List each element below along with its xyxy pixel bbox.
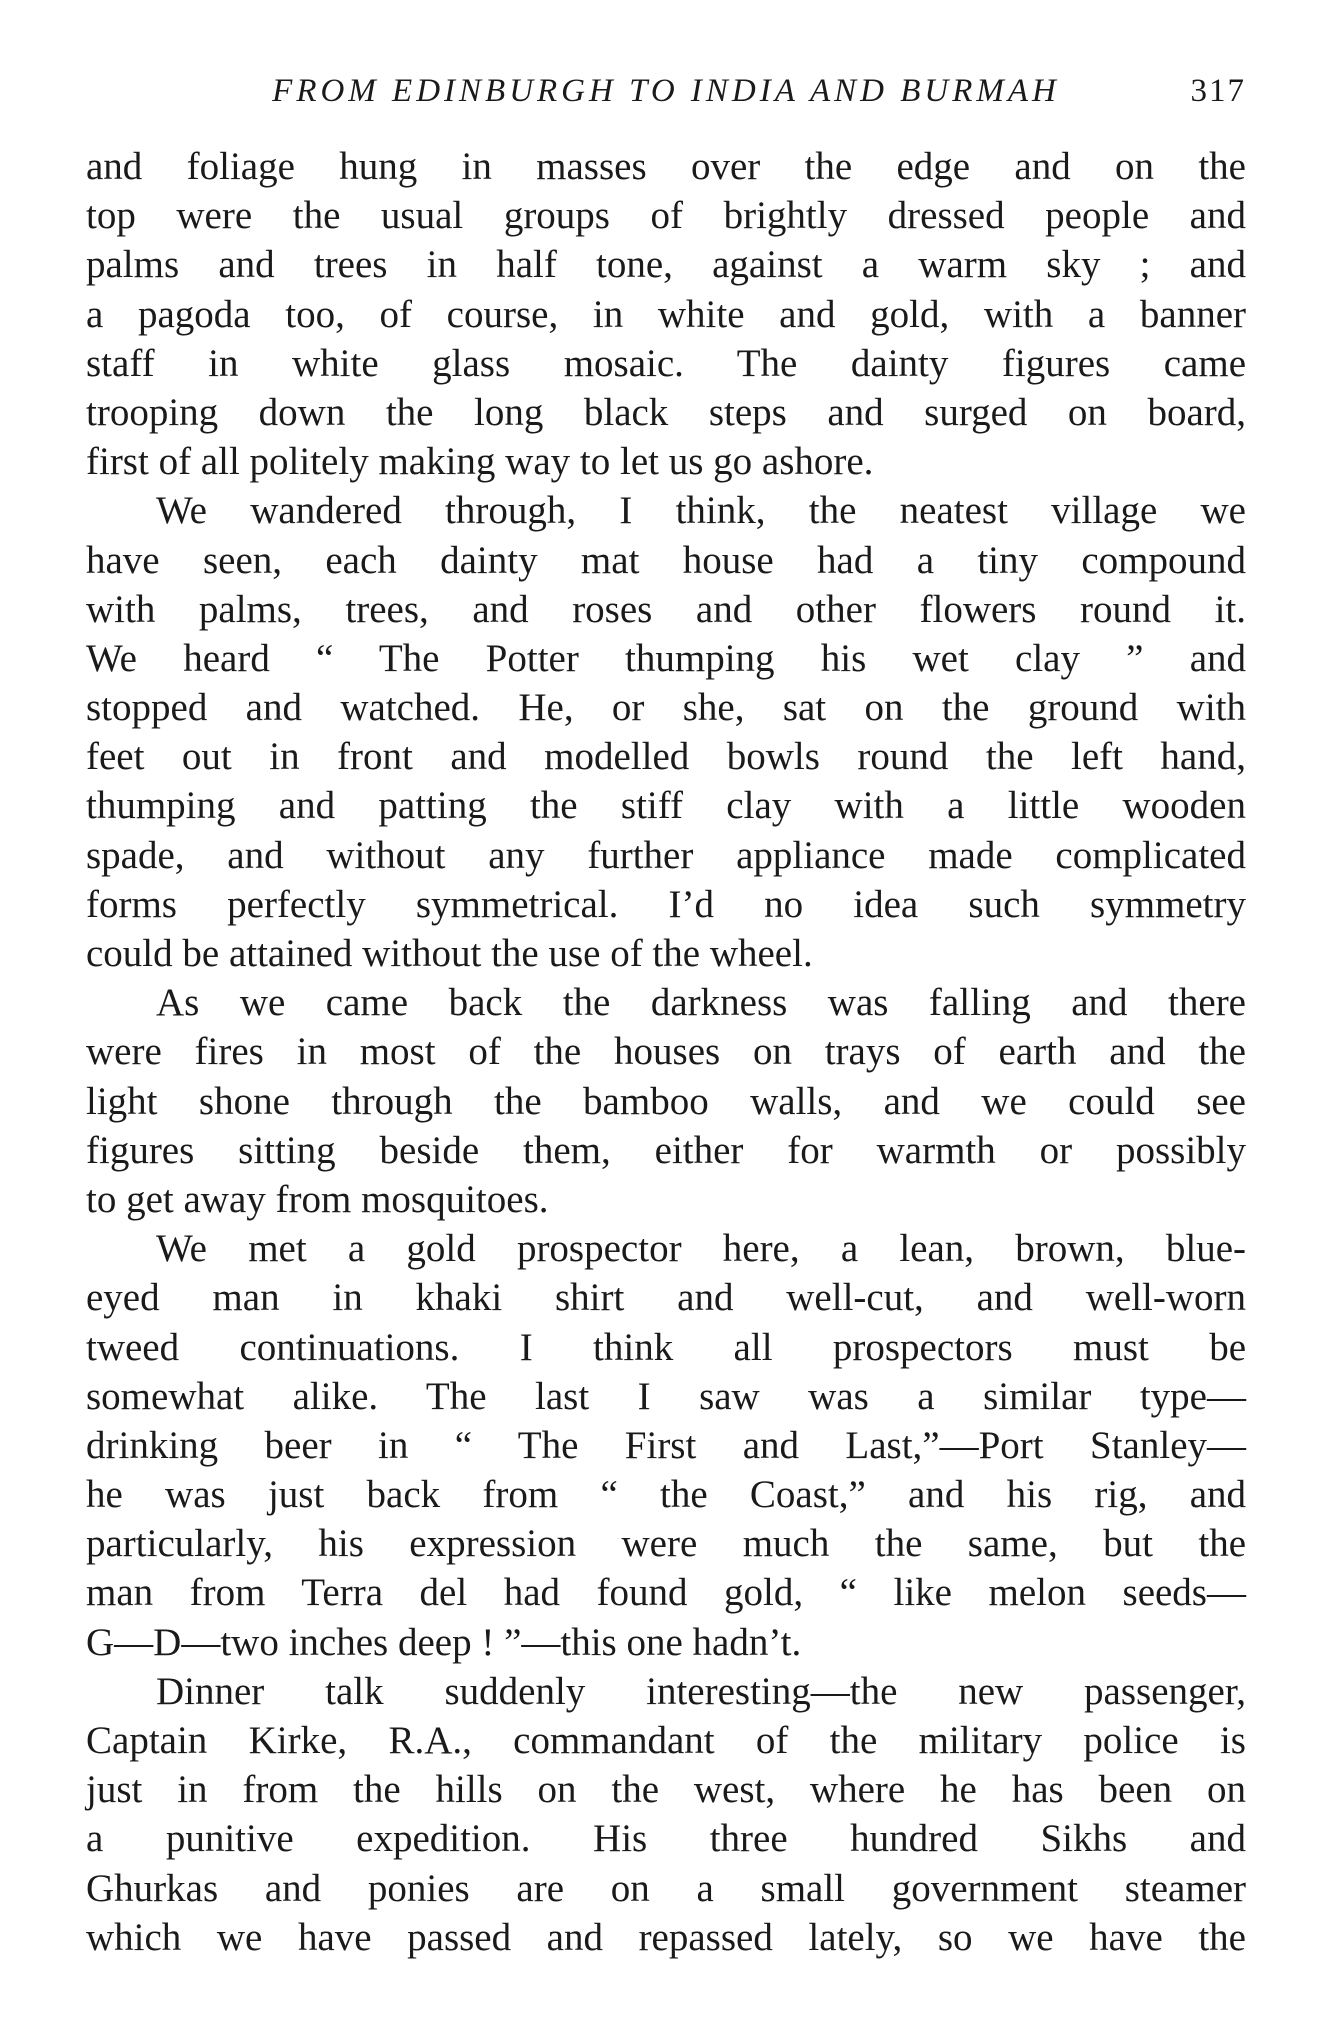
text-line: staff in white glass mosaic. The dainty figures came: [86, 341, 1246, 385]
text-line: a pagoda too, of course, in white and gold, with a banner: [86, 292, 1246, 336]
running-head: [86, 66, 1246, 116]
paragraph: [86, 142, 1246, 486]
text-line: eyed man in khaki shirt and well-cut, and well-worn: [86, 1276, 1246, 1320]
text-line: first of all politely making way to let us go ashore.: [86, 440, 874, 484]
text-line: tweed continuations. I think all prospectors must be: [86, 1325, 1246, 1369]
running-title: FROM EDINBURGH TO INDIA AND BURMAH: [272, 73, 1060, 109]
text-line: particularly, his expression were much the same, but the: [86, 1522, 1246, 1566]
text-line: feet out in front and modelled bowls round the left hand,: [86, 735, 1246, 779]
text-line: could be attained without the use of the wheel.: [86, 932, 813, 975]
text-line: to get away from mosquitoes.: [86, 1177, 549, 1221]
text-line: were fires in most of the houses on trays of earth and the: [86, 1030, 1246, 1074]
text-line: and foliage hung in masses over the edge and on the: [86, 145, 1246, 188]
text-line: which we have passed and repassed lately, so we have the: [86, 1915, 1246, 1959]
text-line: Dinner talk suddenly interesting—the new passenger,: [156, 1669, 1246, 1713]
body-text: [86, 142, 1246, 1962]
text-line: forms perfectly symmetrical. I’d no idea such symmetry: [86, 882, 1246, 926]
paragraph: [86, 978, 1246, 1224]
text-line: We wandered through, I think, the neatest village we: [156, 489, 1246, 533]
paragraph: [86, 1224, 1246, 1667]
text-line: As we came back the darkness was falling and there: [156, 981, 1246, 1025]
text-line: stopped and watched. He, or she, sat on the ground with: [86, 686, 1246, 730]
text-line: figures sitting beside them, either for warmth or possibly: [86, 1128, 1246, 1172]
text-line: somewhat alike. The last I saw was a similar type—: [86, 1374, 1246, 1418]
text-line: Captain Kirke, R.A., commandant of the military police is: [86, 1719, 1246, 1762]
text-line: spade, and without any further appliance made complicated: [86, 833, 1246, 877]
text-line: he was just back from “ the Coast,” and his rig, and: [86, 1473, 1246, 1517]
text-line: We met a gold prospector here, a lean, brown, blue-: [156, 1227, 1246, 1271]
text-line: Ghurkas and ponies are on a small government steamer: [86, 1866, 1246, 1910]
text-line: with palms, trees, and roses and other flowers round it.: [86, 587, 1246, 631]
text-line: drinking beer in “ The First and Last,”—Port Stanley—: [86, 1423, 1246, 1467]
text-line: man from Terra del had found gold, “ like melon seeds—: [86, 1571, 1246, 1615]
text-line: top were the usual groups of brightly dressed people and: [86, 194, 1246, 238]
text-line: light shone through the bamboo walls, and we could see: [86, 1079, 1246, 1123]
text-line: We heard “ The Potter thumping his wet clay ” and: [86, 636, 1246, 680]
paragraph: [86, 1667, 1246, 1962]
text-line: just in from the hills on the west, where he has been on: [86, 1768, 1246, 1812]
text-line: G—D—two inches deep ! ”—this one hadn’t.: [86, 1620, 802, 1664]
text-line: palms and trees in half tone, against a warm sky ; and: [86, 243, 1246, 287]
text-line: trooping down the long black steps and surged on board,: [86, 390, 1246, 434]
text-line: a punitive expedition. His three hundred Sikhs and: [86, 1817, 1246, 1861]
text-line: have seen, each dainty mat house had a tiny compound: [86, 538, 1246, 582]
page-number: 317: [1190, 73, 1246, 109]
text-line: thumping and patting the stiff clay with a little wooden: [86, 784, 1246, 828]
paragraph: [86, 486, 1246, 978]
